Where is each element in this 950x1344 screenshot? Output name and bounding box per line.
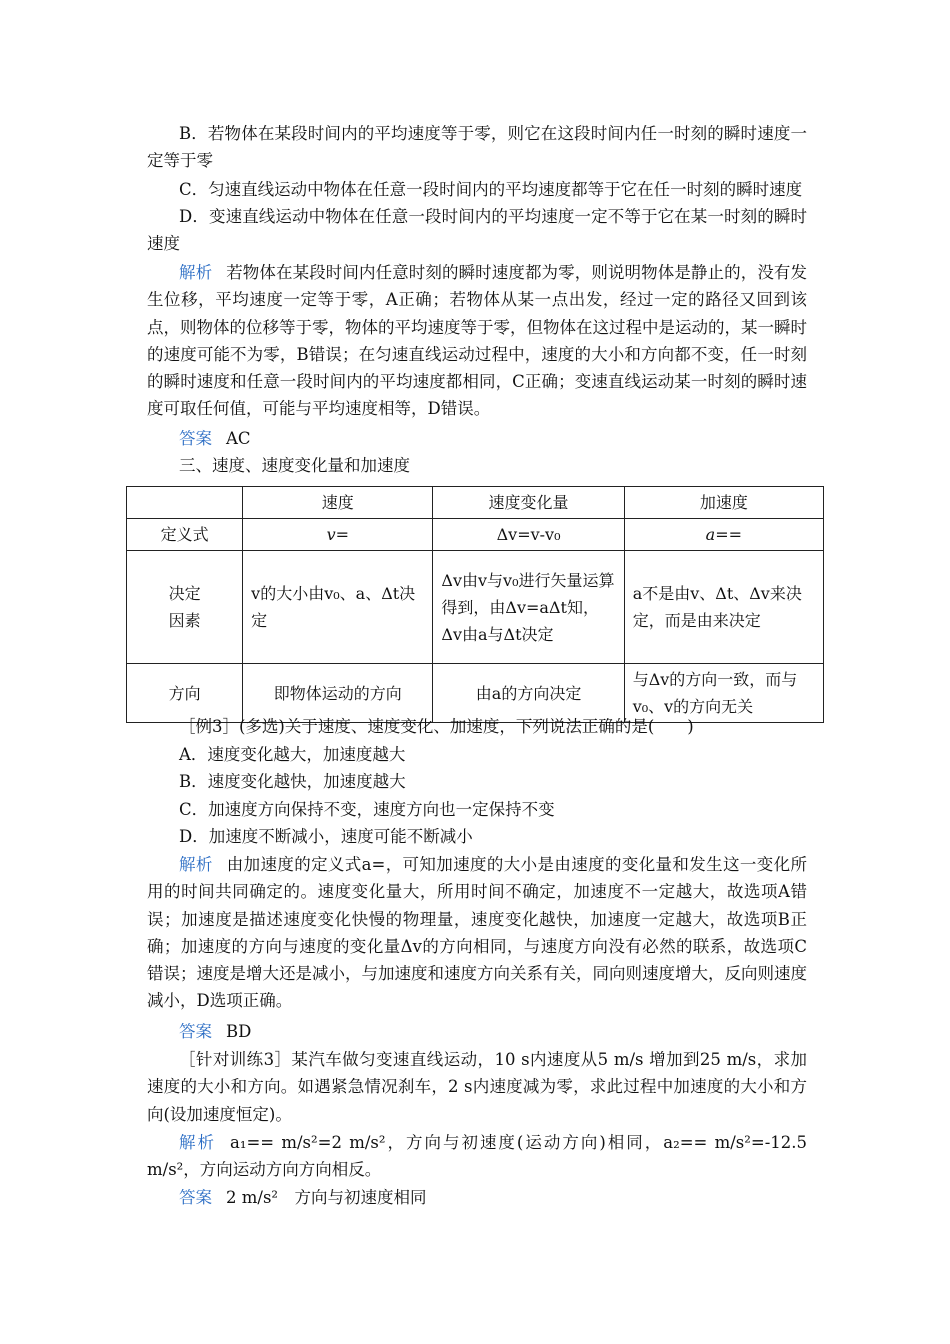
table-cell: Δv=v-v₀ bbox=[433, 519, 624, 551]
option-d-line: D．变速直线运动中物体在任意一段时间内的平均速度一定不等于它在某一时刻的瞬时速度 bbox=[147, 207, 807, 254]
table-cell: 与Δv的方向一致，而与v₀、v的方向无关 bbox=[624, 664, 823, 723]
answer-2 bbox=[147, 1018, 807, 1045]
table-cell: 方向 bbox=[127, 664, 243, 723]
table-header-cell: 速度变化量 bbox=[433, 487, 624, 519]
answer-1 bbox=[147, 425, 807, 452]
table-cell: a不是由v、Δt、Δv来决定，而是由来决定 bbox=[624, 551, 823, 664]
table-cell: v的大小由v₀、a、Δt决定 bbox=[243, 551, 433, 664]
section-heading: 三、速度、速度变化量和加速度 bbox=[179, 456, 410, 475]
option-c-line: C．匀速直线运动中物体在任意一段时间内的平均速度都等于它在任一时刻的瞬时速度 bbox=[179, 180, 803, 199]
answer-text: 2 m/s² 方向与初速度相同 bbox=[226, 1188, 427, 1207]
analysis-3 bbox=[147, 1129, 807, 1184]
example-3-stem: ［例3］(多选)关于速度、速度变化、加速度，下列说法正确的是( ) bbox=[179, 717, 694, 736]
table-cell: 即物体运动的方向 bbox=[243, 664, 433, 723]
analysis-text: a₁== m/s²=2 m/s²，方向与初速度(运动方向)相同，a₂== m/s²=-12.5 m/s²，方向运动方向方向相反。 bbox=[147, 1133, 808, 1180]
option-d: D．加速度不断减小，速度可能不断减小 bbox=[179, 827, 473, 846]
table-cell: Δv由v与v₀进行矢量运算得到，由Δv=aΔt知，Δv由a与Δt决定 bbox=[433, 551, 624, 664]
option-c: C．加速度方向保持不变，速度方向也一定保持不变 bbox=[179, 800, 555, 819]
table-cell: v= bbox=[243, 519, 433, 551]
table-header-cell: 速度 bbox=[243, 487, 433, 519]
option-a: A．速度变化越大，加速度越大 bbox=[179, 745, 406, 764]
option-b-line: B．若物体在某段时间内的平均速度等于零，则它在这段时间内任一时刻的瞬时速度一定等于零 bbox=[147, 124, 807, 171]
analysis-text: 若物体在某段时间内任意时刻的瞬时速度都为零，则说明物体是静止的，没有发生位移，平均速度一定等于零，A正确；若物体从某一点出发，经过一定的路径又回到该点，则物体的位移等于零，物体的平均速度等于零，但物体在这过程中是运动的，某一瞬时的速度可能不为零，B错误；在匀速直线运动过程中，速度的大小和方向都不变，任一时刻的瞬时速度和任意一段时间内的平均速度都相同，C正确；变速直线运动某一时刻的瞬时速度可取任何值，可能与平均速度相等，D错误。 bbox=[147, 263, 808, 419]
table-cell bbox=[127, 487, 243, 519]
analysis-2 bbox=[147, 851, 807, 1015]
analysis-label: 解析 bbox=[179, 263, 213, 282]
table-row bbox=[127, 551, 824, 664]
answer-label: 答案 bbox=[179, 1022, 212, 1041]
answer-text: AC bbox=[226, 429, 251, 448]
comparison-table bbox=[126, 486, 824, 723]
answer-3 bbox=[147, 1184, 807, 1211]
answer-label: 答案 bbox=[179, 429, 212, 448]
analysis-1 bbox=[147, 259, 807, 423]
table-cell: 决定因素 bbox=[127, 551, 243, 664]
training-3-stem: ［针对训练3］某汽车做匀变速直线运动，10 s内速度从5 m/s 增加到25 m/s，求加速度的大小和方向。如遇紧急情况刹车，2 s内速度减为零，求此过程中加速度的大小和方向(设加速度恒定)。 bbox=[147, 1050, 807, 1124]
table-header-row bbox=[127, 487, 824, 519]
answer-text: BD bbox=[226, 1022, 252, 1041]
table-row bbox=[127, 519, 824, 551]
option-b: B．速度变化越快，加速度越大 bbox=[179, 772, 406, 791]
analysis-label: 解析 bbox=[179, 855, 213, 874]
table-cell: a== bbox=[624, 519, 823, 551]
table-cell: 定义式 bbox=[127, 519, 243, 551]
analysis-text: 由加速度的定义式a=，可知加速度的大小是由速度的变化量和发生这一变化所用的时间共同确定的。速度变化量大，所用时间不确定，加速度不一定越大，故选项A错误；加速度是描述速度变化快慢的物理量，速度变化越快，加速度一定越大，故选项B正确；加速度的方向与速度的变化量Δv的方向相同，与速度方向没有必然的联系，故选项C错误；速度是增大还是减小，与加速度和速度方向关系有关，同向则速度增大，反向则速度减小，D选项正确。 bbox=[147, 855, 807, 1011]
table-cell: 由a的方向决定 bbox=[433, 664, 624, 723]
analysis-label: 解析 bbox=[179, 1133, 216, 1152]
answer-label: 答案 bbox=[179, 1188, 212, 1207]
table-header-cell: 加速度 bbox=[624, 487, 823, 519]
